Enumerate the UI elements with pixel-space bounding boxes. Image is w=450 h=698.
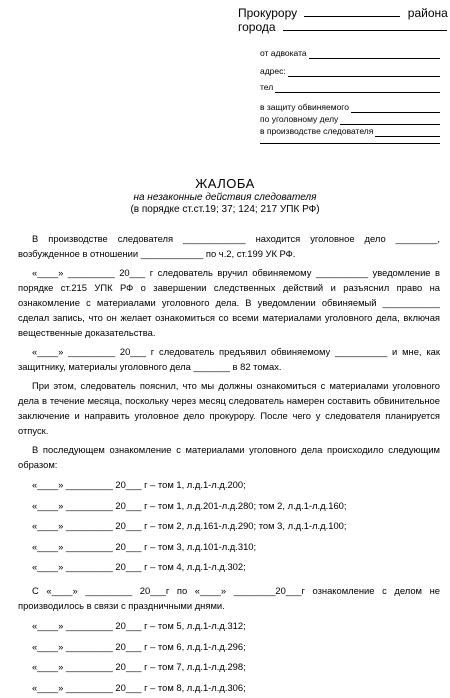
paragraph-3: «____» _________ 20___ г следователь предъявил обвиняемому __________ и мне, как защитнику, материалы уголовного дела _______ в 82 томах.: [18, 346, 440, 372]
defense-label: в защиту обвиняемого: [260, 102, 349, 112]
header-rule: [260, 143, 440, 144]
phone-label: тел: [260, 82, 274, 92]
from-lawyer-line: [260, 48, 440, 59]
city-line: [238, 20, 447, 34]
case-label: по уголовному делу: [260, 114, 339, 124]
document-subtitle: на незаконные действия следователя: [133, 192, 317, 203]
phone-line: [260, 82, 440, 93]
district-label: района: [407, 6, 448, 20]
review-list-2: [18, 616, 440, 698]
review-list-1: [18, 475, 440, 578]
city-label: города: [238, 20, 276, 34]
prosecutor-line: [238, 6, 448, 20]
address-blank: [288, 68, 440, 77]
list-item: «____» _________ 20___ г – том 5, л.д.1-л.д.312;: [32, 619, 246, 631]
address-line: [260, 66, 440, 77]
document-title: ЖАЛОБА: [195, 176, 255, 191]
list-item: «____» _________ 20___ г – том 2, л.д.161-л.д.290; том 3, л.д.1-л.д.100;: [32, 520, 347, 532]
city-blank: [283, 20, 447, 31]
paragraph-2: «____» _________ 20___ г следователь вручил обвиняемому __________ уведомление в порядке ст.215 УПК РФ о завершении следственных действий и разъяснил право на ознакомление с материалами уголовного дела. В уведомлении обвиняемый ___________ сделал запись, что он желает ознакомиться со всеми материалами уголовного дела, включая вещественные доказательства.: [18, 267, 440, 338]
from-lawyer-label: от адвоката: [260, 48, 307, 58]
list-item: «____» _________ 20___ г – том 8, л.д.1-л.д.306;: [32, 681, 246, 693]
prosecutor-label: Прокурору: [238, 6, 298, 20]
paragraph-1: В производстве следователя ____________ находится уголовное дело ________, возбужденное в отношении ____________ по ч.2, ст.199 УК РФ.: [18, 233, 440, 259]
list-item: «____» _________ 20___ г – том 4, л.д.1-л.д.302;: [32, 561, 246, 573]
investigator-blank: [375, 128, 440, 137]
list-item: «____» _________ 20___ г – том 1, л.д.1-л.д.200;: [32, 479, 246, 490]
defense-line: [260, 102, 440, 113]
list-item: «____» _________ 20___ г – том 6, л.д.1-л.д.296;: [32, 640, 246, 652]
document-legal-reference: (в порядке ст.ст.19; 37; 124; 217 УПК РФ): [130, 204, 320, 215]
paragraph-5: В последующем ознакомление с материалами уголовного дела происходило следующим образом:: [18, 444, 440, 470]
paragraph-4: При этом, следователь пояснил, что мы должны ознакомиться с материалами уголовного дела в течение месяца, поскольку через месяц следователь намерен составить обвинительное заключение и направить уголовное дело прокурору. После чего у следователя планируется отпуск.: [18, 380, 440, 436]
list-item: «____» _________ 20___ г – том 3, л.д.101-л.д.310;: [32, 540, 257, 552]
complaint-body: [18, 231, 440, 698]
prosecutor-blank: [304, 6, 400, 17]
from-lawyer-blank: [309, 50, 440, 59]
holiday-paragraph: С «____» _________ 20___г по «____» ________20___г ознакомление с делом не производилось в связи с праздничными днями.: [18, 584, 440, 611]
list-item: «____» _________ 20___ г – том 7, л.д.1-л.д.298;: [32, 661, 246, 673]
case-blank: [340, 116, 440, 125]
address-label: адрес:: [260, 66, 286, 76]
defense-blank: [351, 104, 440, 113]
phone-blank: [275, 84, 440, 93]
list-item: «____» _________ 20___ г – том 1, л.д.201-л.д.280; том 2, л.д.1-л.д.160;: [32, 499, 347, 511]
case-line: [260, 114, 440, 125]
investigator-label: в производстве следователя: [260, 126, 374, 136]
investigator-line: [260, 126, 440, 137]
